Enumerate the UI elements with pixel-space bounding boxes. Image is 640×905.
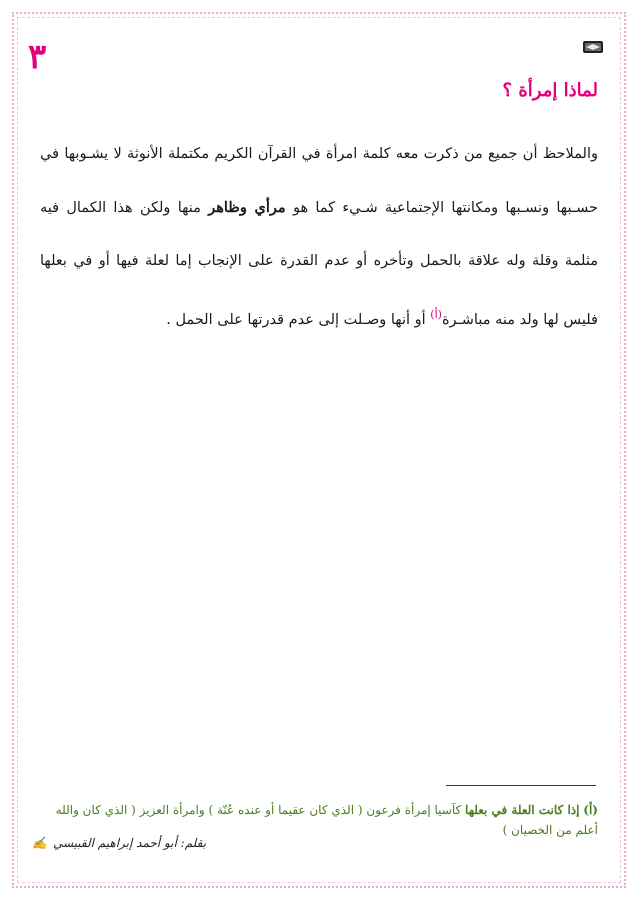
author-signature (32, 836, 206, 850)
page-number: ٣ (28, 37, 47, 77)
footnote (40, 800, 598, 840)
footnote-marker: (أ) (583, 803, 598, 817)
pen-icon: ✍ (32, 836, 47, 850)
paragraph-bold-text: مرأي وظاهر (208, 199, 286, 216)
paragraph-text-2: منها ولكن هذا الكمال فيه مثلمة وقلة وله علاقة بالحمل وتأخره أو عدم القدرة على الإنجاب إما لعلة فيها أو في بعلها فليس لها ولد منه مباشـرة (40, 200, 598, 328)
footnote-bold-text: إذا كانت العلة في بعلها (465, 803, 580, 817)
footnote-text: كآسيا إمرأة فرعون ( الذي كان عقيما أو عنده عُنّة ) وامرأة العزيز ( الذي كان والله أعلم من الخصيان ) (55, 803, 598, 837)
footnote-reference[interactable]: (أ) (430, 308, 442, 321)
book-icon (582, 38, 604, 56)
footnote-divider (446, 785, 596, 786)
section-heading: لماذا إمرأة ؟ (502, 80, 598, 101)
body-paragraph (40, 128, 598, 347)
paragraph-text-1: والملاحظ أن جميع من ذكرت معه كلمة امرأة في القرآن الكريم مكتملة الأنوثة لا يشـوبها في حسـبها ونسـبها ومكانتها الإجتماعية شـيء كما هو (40, 146, 598, 216)
paragraph-text-3: أو أنها وصـلت إلى عدم قدرتها على الحمل . (166, 311, 431, 328)
signature-text: بقلم: أبو أحمد إبراهيم القبيسي (52, 836, 207, 850)
